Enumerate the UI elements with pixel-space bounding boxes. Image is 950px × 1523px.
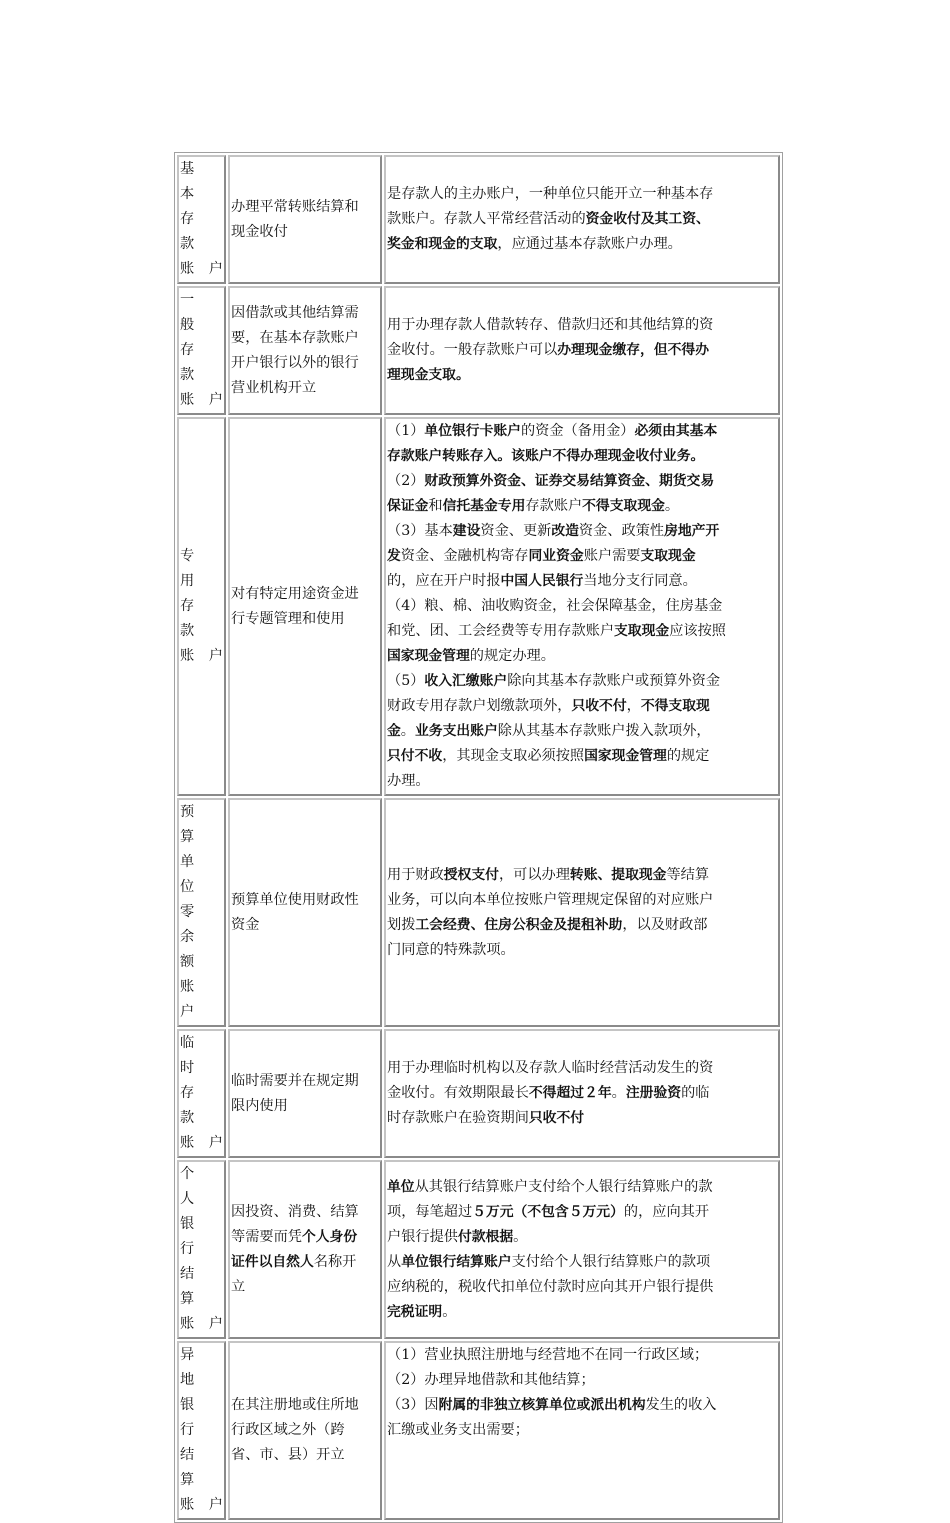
account-name-line: 个 人 bbox=[180, 1166, 223, 1207]
body-text: 等结算 bbox=[666, 866, 710, 883]
account-name-cell bbox=[177, 1160, 226, 1339]
account-name-line: 存 款 bbox=[180, 342, 223, 383]
description-cell bbox=[384, 1029, 780, 1158]
emphasis-text: 改造 bbox=[551, 523, 579, 539]
description-line bbox=[387, 1275, 778, 1300]
purpose-line bbox=[231, 1200, 380, 1225]
body-text: 应纳税的，税收代扣单位付款时应向其开户银行提供 bbox=[387, 1278, 714, 1295]
body-text: 。 bbox=[664, 498, 680, 514]
purpose-line: 预算单位使用财政性 bbox=[231, 891, 359, 908]
purpose-cell bbox=[228, 1341, 382, 1520]
purpose-line: 因借款或其他结算需 bbox=[231, 304, 359, 321]
body-text: 发生的收入 bbox=[645, 1397, 717, 1413]
table-row bbox=[177, 798, 780, 1027]
description-cell bbox=[384, 286, 780, 415]
body-text: 。 bbox=[513, 1228, 528, 1245]
body-text: ，应通过基本存款账户办理。 bbox=[497, 236, 682, 252]
body-text: 从 bbox=[387, 1253, 402, 1270]
emphasis-text: 资金收付及其工资、 bbox=[585, 211, 710, 227]
emphasis-text: 支取现金 bbox=[614, 623, 670, 639]
body-text: 用于办理临时机构以及存款人临时经营活动发生的资 bbox=[387, 1060, 714, 1076]
account-name-line: 基 本 bbox=[180, 161, 223, 202]
purpose-line bbox=[231, 1225, 380, 1250]
account-name-line: 一 般 bbox=[180, 292, 223, 333]
emphasis-text: 不得超过２年 bbox=[528, 1085, 612, 1101]
description-line bbox=[387, 594, 778, 619]
body-text: （4）粮、棉、油收购资金，社会保障基金，住房基金 bbox=[387, 598, 723, 614]
account-name-cell bbox=[177, 417, 226, 796]
body-text: 资金、金融机构寄存 bbox=[400, 548, 529, 564]
emphasis-text: 单位银行结算账户 bbox=[401, 1253, 512, 1270]
purpose-line: 省、市、县）开立 bbox=[231, 1447, 345, 1463]
body-text: 的资金（备用金） bbox=[520, 423, 635, 439]
emphasis-text: 奖金和现金的支取 bbox=[387, 236, 498, 252]
emphasis-text: 转账、提取现金 bbox=[569, 866, 667, 883]
emphasis-text: 理现金支取。 bbox=[387, 367, 470, 383]
account-name-line: 银 行 bbox=[180, 1397, 223, 1438]
purpose-cell bbox=[228, 798, 382, 1027]
body-text: （1） bbox=[387, 423, 425, 439]
account-name-line: 账户 bbox=[180, 261, 223, 277]
emphasis-text: 不得支取现 bbox=[640, 698, 710, 714]
emphasis-text: 必须由其基本 bbox=[634, 423, 718, 439]
account-name-line: 结 算 bbox=[180, 1447, 223, 1488]
body-text: 资金、政策性 bbox=[578, 523, 665, 539]
body-text: 用于办理存款人借款转存、借款归还和其他结算的资 bbox=[387, 317, 714, 333]
body-text: 。 bbox=[442, 1303, 457, 1320]
emphasis-text: 国家现金管理 bbox=[387, 648, 470, 664]
description-line bbox=[387, 1081, 778, 1106]
purpose-cell bbox=[228, 1160, 382, 1339]
purpose-cell bbox=[228, 417, 382, 796]
body-text: 。 bbox=[400, 723, 415, 739]
emphasis-text: 个人身份 bbox=[301, 1228, 358, 1245]
emphasis-text: 国家现金管理 bbox=[584, 748, 667, 764]
emphasis-text: 支取现金 bbox=[640, 548, 696, 564]
description-line bbox=[387, 569, 778, 594]
description-line bbox=[387, 1225, 778, 1250]
body-text: 应该按照 bbox=[669, 623, 726, 639]
account-name-line: 额 账 bbox=[180, 954, 223, 995]
description-line bbox=[387, 1343, 778, 1368]
body-text: 因投资、消费、结算 bbox=[231, 1203, 359, 1220]
account-name-cell bbox=[177, 286, 226, 415]
description-line bbox=[387, 544, 778, 569]
body-text: 的，应在开户时报 bbox=[387, 573, 501, 589]
description-line bbox=[387, 913, 778, 938]
emphasis-text: 同业资金 bbox=[528, 548, 584, 564]
description-line bbox=[387, 519, 778, 544]
table-row bbox=[177, 1341, 780, 1520]
description-cell bbox=[384, 155, 780, 284]
body-text: 财政专用存款户划缴款项外， bbox=[387, 698, 572, 714]
account-name-line: 专 用 bbox=[180, 548, 223, 589]
emphasis-text: 附属的非独立核算单位或派出机构 bbox=[438, 1397, 646, 1413]
body-text: 用于财政 bbox=[387, 866, 444, 883]
emphasis-text: 存款账户转账存入。该账户不得办理现金收付业务。 bbox=[387, 448, 705, 464]
emphasis-text: 金 bbox=[387, 723, 401, 739]
description-cell bbox=[384, 798, 780, 1027]
account-name-line: 账户 bbox=[180, 648, 223, 664]
body-text: （2）办理异地借款和其他结算； bbox=[387, 1372, 595, 1388]
emphasis-text: 中国人民银行 bbox=[500, 573, 584, 589]
emphasis-text: 单位 bbox=[387, 1178, 415, 1195]
emphasis-text: 发 bbox=[387, 548, 401, 564]
emphasis-text: 工会经费、住房公积金及提租补助 bbox=[415, 916, 623, 933]
body-text: 的临 bbox=[681, 1085, 710, 1101]
account-name-line: 存 款 bbox=[180, 211, 223, 252]
emphasis-text: 业务支出账户 bbox=[415, 723, 498, 739]
body-text: 汇缴或业务支出需要； bbox=[387, 1422, 529, 1438]
body-text: ，以及财政部 bbox=[622, 916, 708, 933]
body-text: 门同意的特殊款项。 bbox=[387, 941, 515, 958]
body-text: 的，应向其开 bbox=[623, 1203, 710, 1220]
description-line bbox=[387, 669, 778, 694]
purpose-cell bbox=[228, 1029, 382, 1158]
body-text: 时存款账户在验资期间 bbox=[387, 1110, 529, 1126]
table-row bbox=[177, 155, 780, 284]
account-name-cell bbox=[177, 798, 226, 1027]
account-name-line: 银 行 bbox=[180, 1216, 223, 1257]
account-types-document bbox=[174, 152, 778, 1523]
body-text: 从其银行结算账户支付给个人银行结算账户的款 bbox=[414, 1178, 713, 1195]
emphasis-text: 办理现金缴存，但不得办 bbox=[557, 342, 710, 358]
purpose-line: 临时需要并在规定期 bbox=[231, 1072, 359, 1089]
table-row bbox=[177, 286, 780, 415]
account-name-line: 存 款 bbox=[180, 1085, 223, 1126]
body-text: 金收付。一般存款账户可以 bbox=[387, 342, 558, 358]
purpose-line: 开户银行以外的银行 bbox=[231, 354, 359, 371]
body-text: 和党、团、工会经费等专用存款账户 bbox=[387, 623, 615, 639]
table-row bbox=[177, 417, 780, 796]
account-name-line: 户 bbox=[180, 1004, 195, 1020]
purpose-line: 要，在基本存款账户 bbox=[231, 329, 359, 346]
description-line bbox=[387, 1250, 778, 1275]
body-text: （2） bbox=[387, 473, 425, 489]
emphasis-text: 证件以自然人 bbox=[231, 1253, 314, 1270]
emphasis-text: 授权支付 bbox=[443, 866, 499, 883]
body-text: 。 bbox=[611, 1085, 626, 1101]
emphasis-text: 建设 bbox=[452, 523, 481, 539]
body-text: ， bbox=[626, 698, 641, 714]
body-text: （1）营业执照注册地与经营地不在同一行政区域； bbox=[387, 1347, 709, 1363]
table-row bbox=[177, 1029, 780, 1158]
account-name-line: 存 款 bbox=[180, 598, 223, 639]
emphasis-text: 单位银行卡账户 bbox=[424, 423, 521, 439]
description-line bbox=[387, 863, 778, 888]
purpose-line: 行政区域之外（跨 bbox=[231, 1422, 345, 1438]
body-text: 账户需要 bbox=[583, 548, 641, 564]
emphasis-text: 注册验资 bbox=[625, 1085, 682, 1101]
emphasis-text: 付款根据 bbox=[457, 1228, 514, 1245]
account-name-line: 零 余 bbox=[180, 904, 223, 945]
description-line bbox=[387, 744, 778, 769]
description-line bbox=[387, 419, 778, 444]
body-text: 和 bbox=[428, 498, 443, 514]
description-line bbox=[387, 494, 778, 519]
description-line bbox=[387, 769, 778, 794]
emphasis-text: 不得支取现金 bbox=[582, 498, 665, 514]
purpose-line: 现金收付 bbox=[231, 223, 288, 240]
body-text: 等需要而凭 bbox=[231, 1228, 302, 1245]
body-text: （3）因 bbox=[387, 1397, 439, 1413]
description-line bbox=[387, 232, 778, 257]
description-line bbox=[387, 1368, 778, 1393]
purpose-line: 在其注册地或住所地 bbox=[231, 1397, 359, 1413]
emphasis-text: 只收不付 bbox=[571, 698, 627, 714]
emphasis-text: 信托基金专用 bbox=[442, 498, 526, 514]
description-line bbox=[387, 1200, 778, 1225]
body-text: 是存款人的主办账户，一种单位只能开立一种基本存 bbox=[387, 186, 714, 202]
description-line bbox=[387, 338, 778, 363]
table-row bbox=[177, 1160, 780, 1339]
purpose-cell bbox=[228, 286, 382, 415]
description-line bbox=[387, 694, 778, 719]
body-text: （3）基本 bbox=[387, 523, 453, 539]
description-line bbox=[387, 938, 778, 963]
account-name-line: 异 地 bbox=[180, 1347, 223, 1388]
body-text: 办理。 bbox=[387, 773, 430, 789]
body-text: 款账户。存款人平常经营活动的 bbox=[387, 211, 586, 227]
description-line bbox=[387, 469, 778, 494]
description-line bbox=[387, 207, 778, 232]
account-name-cell bbox=[177, 1341, 226, 1520]
body-text: 的规定 bbox=[666, 748, 710, 764]
emphasis-text: 只付不收 bbox=[387, 748, 443, 764]
description-line bbox=[387, 1418, 778, 1443]
body-text: 名称开 bbox=[313, 1253, 357, 1270]
bank-account-types-table bbox=[174, 152, 783, 1523]
body-text: 业务，可以向本单位按账户管理规定保留的对应账户 bbox=[387, 891, 714, 908]
emphasis-text: 保证金 bbox=[387, 498, 429, 514]
body-text: 资金、更新 bbox=[480, 523, 552, 539]
body-text: 立 bbox=[231, 1278, 246, 1295]
body-text: 金收付。有效期限最长 bbox=[387, 1085, 529, 1101]
purpose-line: 对有特定用途资金进 bbox=[231, 585, 359, 602]
description-line bbox=[387, 619, 778, 644]
account-name-line: 账户 bbox=[180, 1135, 223, 1151]
account-name-line: 账户 bbox=[180, 1497, 223, 1513]
body-text: 存款账户 bbox=[525, 498, 583, 514]
purpose-line bbox=[231, 1275, 380, 1300]
description-line bbox=[387, 888, 778, 913]
purpose-line: 限内使用 bbox=[231, 1097, 288, 1114]
description-line bbox=[387, 363, 778, 388]
purpose-line bbox=[231, 1250, 380, 1275]
description-line bbox=[387, 182, 778, 207]
emphasis-text: 财政预算外资金、证券交易结算资金、期货交易 bbox=[424, 473, 715, 489]
description-line bbox=[387, 644, 778, 669]
body-text: ，可以办理 bbox=[498, 866, 570, 883]
account-name-line: 账户 bbox=[180, 1316, 223, 1332]
description-cell bbox=[384, 417, 780, 796]
description-line bbox=[387, 1175, 778, 1200]
body-text: （5） bbox=[387, 673, 425, 689]
body-text: 户银行提供 bbox=[387, 1228, 458, 1245]
description-line bbox=[387, 1056, 778, 1081]
account-name-line: 结 算 bbox=[180, 1266, 223, 1307]
description-line bbox=[387, 444, 778, 469]
body-text: 划拨 bbox=[387, 916, 416, 933]
body-text: 支付给个人银行结算账户的款项 bbox=[511, 1253, 711, 1270]
emphasis-text: 只收不付 bbox=[528, 1110, 585, 1126]
description-line bbox=[387, 1393, 778, 1418]
account-name-cell bbox=[177, 155, 226, 284]
description-line bbox=[387, 313, 778, 338]
emphasis-text: 房地产开 bbox=[664, 523, 720, 539]
body-text: 除从其基本存款账户拨入款项外， bbox=[497, 723, 711, 739]
account-name-line: 账户 bbox=[180, 392, 223, 408]
description-line bbox=[387, 719, 778, 744]
body-text: 项，每笔超过 bbox=[387, 1203, 473, 1220]
account-name-line: 临 时 bbox=[180, 1035, 223, 1076]
emphasis-text: ５万元（不包含５万元） bbox=[472, 1203, 624, 1220]
description-line bbox=[387, 1300, 778, 1325]
purpose-line: 行专题管理和使用 bbox=[231, 610, 345, 627]
account-name-line: 预 算 bbox=[180, 804, 223, 845]
description-line bbox=[387, 1106, 778, 1131]
account-name-line: 单 位 bbox=[180, 854, 223, 895]
body-text: 当地分支行同意。 bbox=[583, 573, 697, 589]
body-text: ，其现金支取必须按照 bbox=[442, 748, 585, 764]
purpose-line: 办理平常转账结算和 bbox=[231, 198, 359, 215]
body-text: 除向其基本存款账户或预算外资金 bbox=[507, 673, 721, 689]
body-text: 的规定办理。 bbox=[469, 648, 555, 664]
emphasis-text: 完税证明 bbox=[387, 1303, 443, 1320]
emphasis-text: 收入汇缴账户 bbox=[424, 673, 508, 689]
description-cell bbox=[384, 1341, 780, 1520]
purpose-line: 资金 bbox=[231, 916, 260, 933]
description-cell bbox=[384, 1160, 780, 1339]
account-name-cell bbox=[177, 1029, 226, 1158]
purpose-line: 营业机构开立 bbox=[231, 379, 317, 396]
purpose-cell bbox=[228, 155, 382, 284]
